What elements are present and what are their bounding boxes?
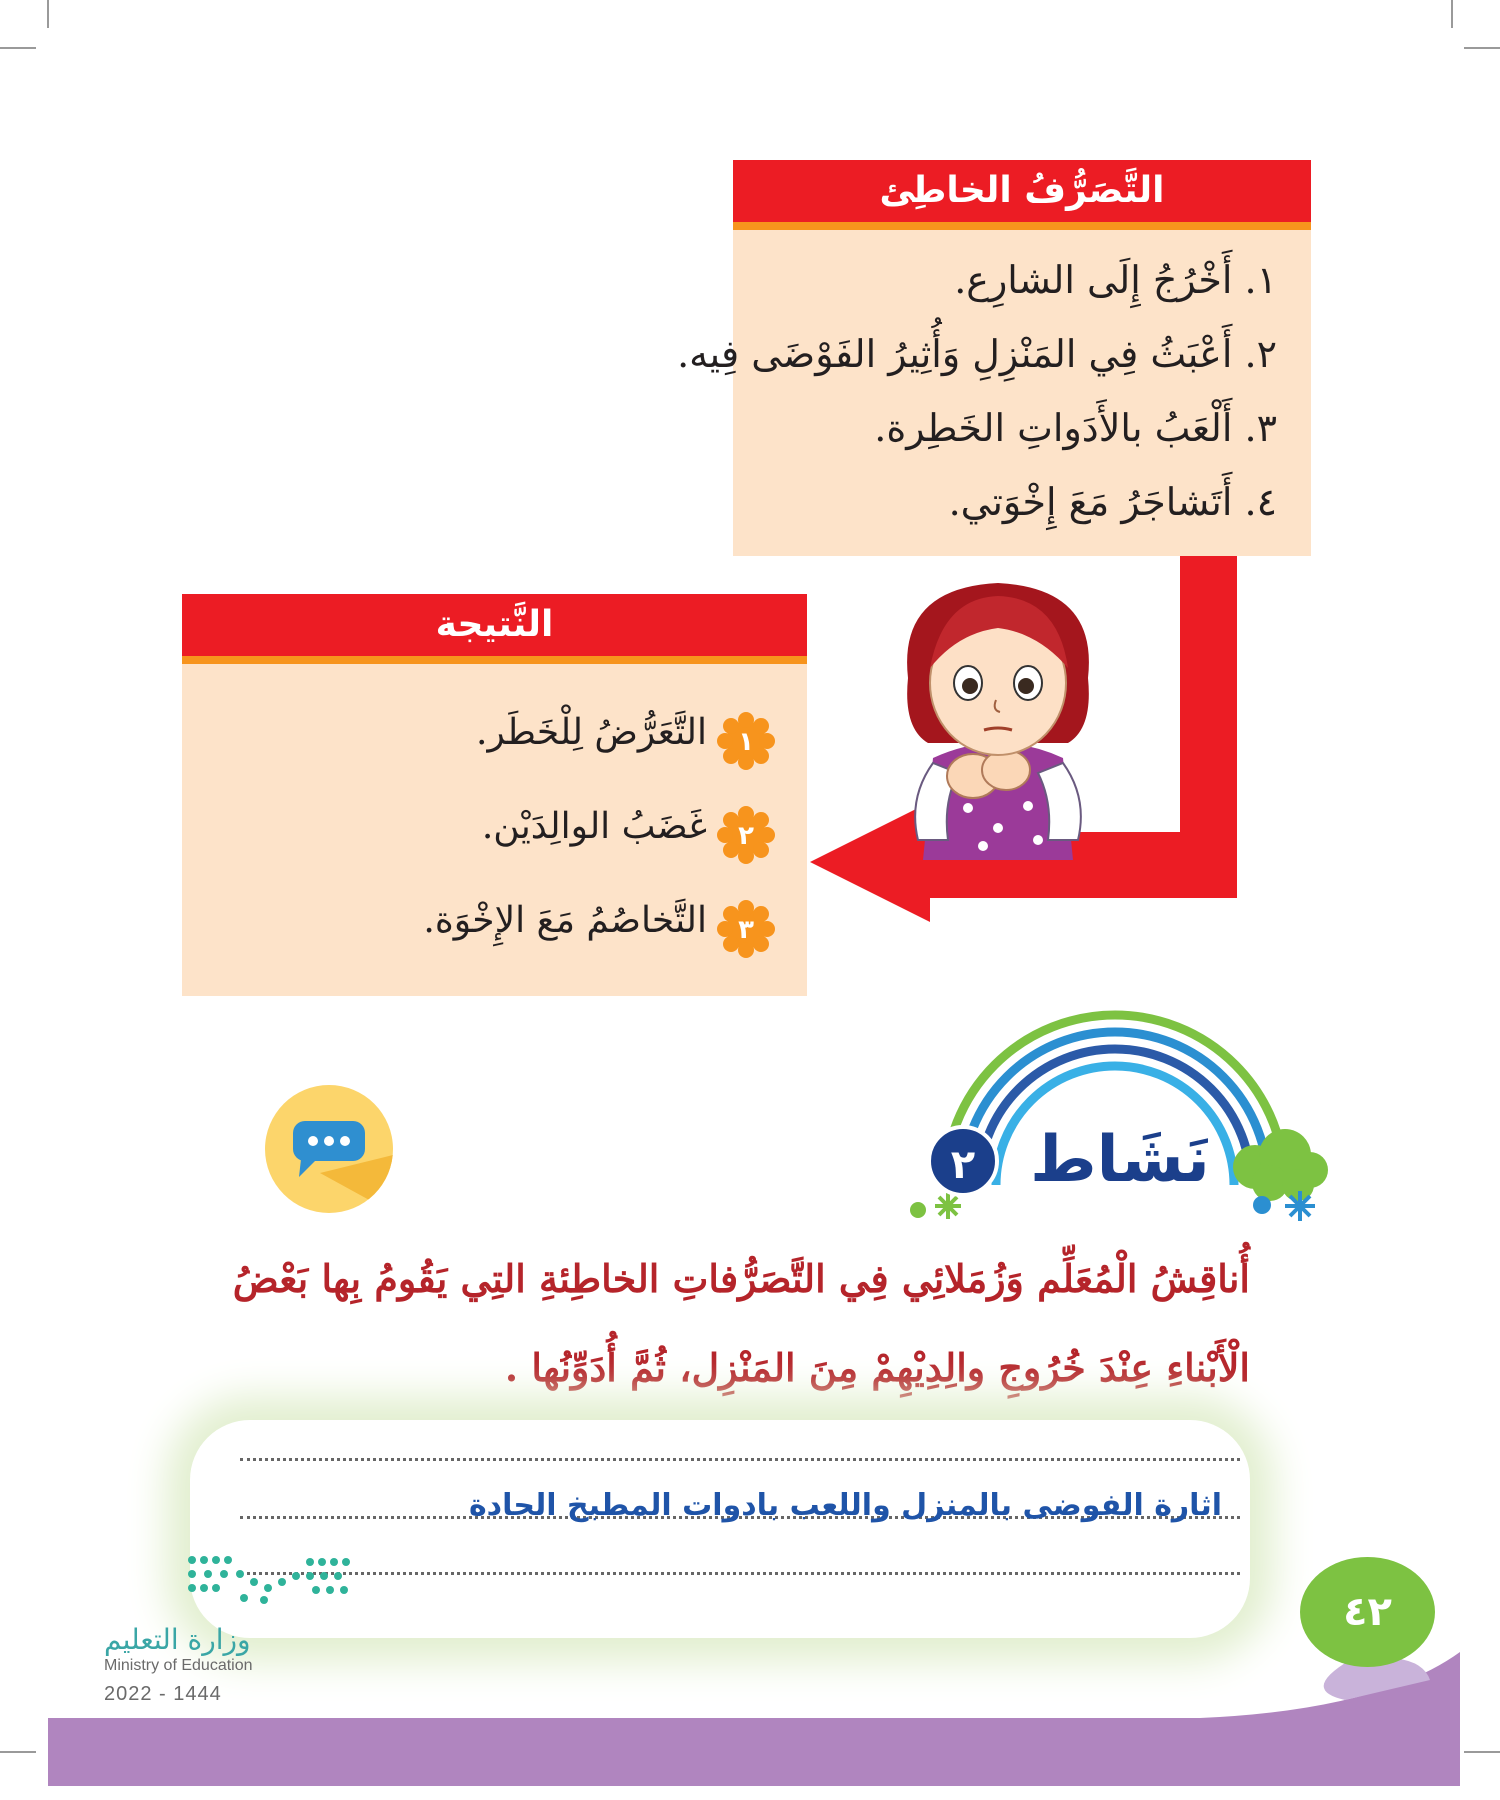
page-number: ٤٢ — [1300, 1557, 1435, 1667]
list-item: ٢. أَعْبَثُ فِي المَنْزِلِ وَأُثِيرُ الفَوْضَى فِيه. — [677, 332, 1277, 376]
badge-number: ٢ — [738, 821, 754, 851]
crop-mark — [1464, 47, 1500, 49]
wrong-behavior-title: التَّصَرُّفُ الخاطِئ — [879, 170, 1165, 211]
number-badge-icon — [717, 806, 775, 864]
number-badge-icon — [717, 712, 775, 770]
ministry-name-en: Ministry of Education — [104, 1657, 253, 1674]
number-badge-icon — [717, 900, 775, 958]
ministry-logo-icon — [184, 1552, 354, 1606]
activity-instruction: أُناقِشُ الْمُعَلِّم وَزُمَلائِي فِي التَّصَرُّفاتِ الخاطِئةِ التِي يَقُومُ بِها بَعْضُ — [232, 1256, 1250, 1301]
result-item-text: التَّخاصُمُ مَعَ الإِخْوَة. — [423, 900, 707, 941]
chat-bubble-icon — [265, 1085, 393, 1213]
activity-title: نَشَاط — [1030, 1123, 1210, 1197]
ministry-year: 2022 - 1444 — [104, 1683, 222, 1705]
list-item: ٣. أَلْعَبُ بالأَدَواتِ الخَطِرة. — [874, 406, 1277, 450]
badge-number: ٣ — [738, 915, 754, 945]
ministry-name-ar: وزارة التعليم — [104, 1623, 251, 1656]
result-title: النَّتيجة — [435, 604, 554, 645]
answer-line — [240, 1572, 1240, 1575]
wrong-behavior-box — [677, 160, 1311, 556]
crop-mark — [47, 0, 49, 28]
list-item: ١. أَخْرُجُ إِلَى الشارِع. — [954, 258, 1277, 302]
badge-number: ١ — [738, 727, 754, 757]
result-header — [182, 594, 807, 664]
answer-text: اثارة الفوضى بالمنزل واللعب بادوات المطبخ الحادة — [468, 1488, 1222, 1523]
result-box — [182, 594, 807, 996]
activity-instruction: الْأَبْناءِ عِنْدَ خُرُوجِ والِدِيْهِمْ مِنَ المَنْزِل، ثُمَّ أُدَوِّنُها . — [504, 1345, 1250, 1390]
result-item-text: التَّعَرُّضُ لِلْخَطَر. — [476, 712, 707, 753]
crop-mark — [0, 47, 36, 49]
crop-mark — [1451, 0, 1453, 28]
list-item: ٤. أَتَشاجَرُ مَعَ إِخْوَتي. — [948, 480, 1277, 524]
wrong-behavior-header — [733, 160, 1311, 230]
girl-illustration — [888, 578, 1108, 860]
answer-line — [240, 1458, 1240, 1461]
activity-number-badge: ٢ — [927, 1125, 999, 1197]
result-item-text: غَضَبُ الوالِدَيْن. — [481, 806, 707, 847]
